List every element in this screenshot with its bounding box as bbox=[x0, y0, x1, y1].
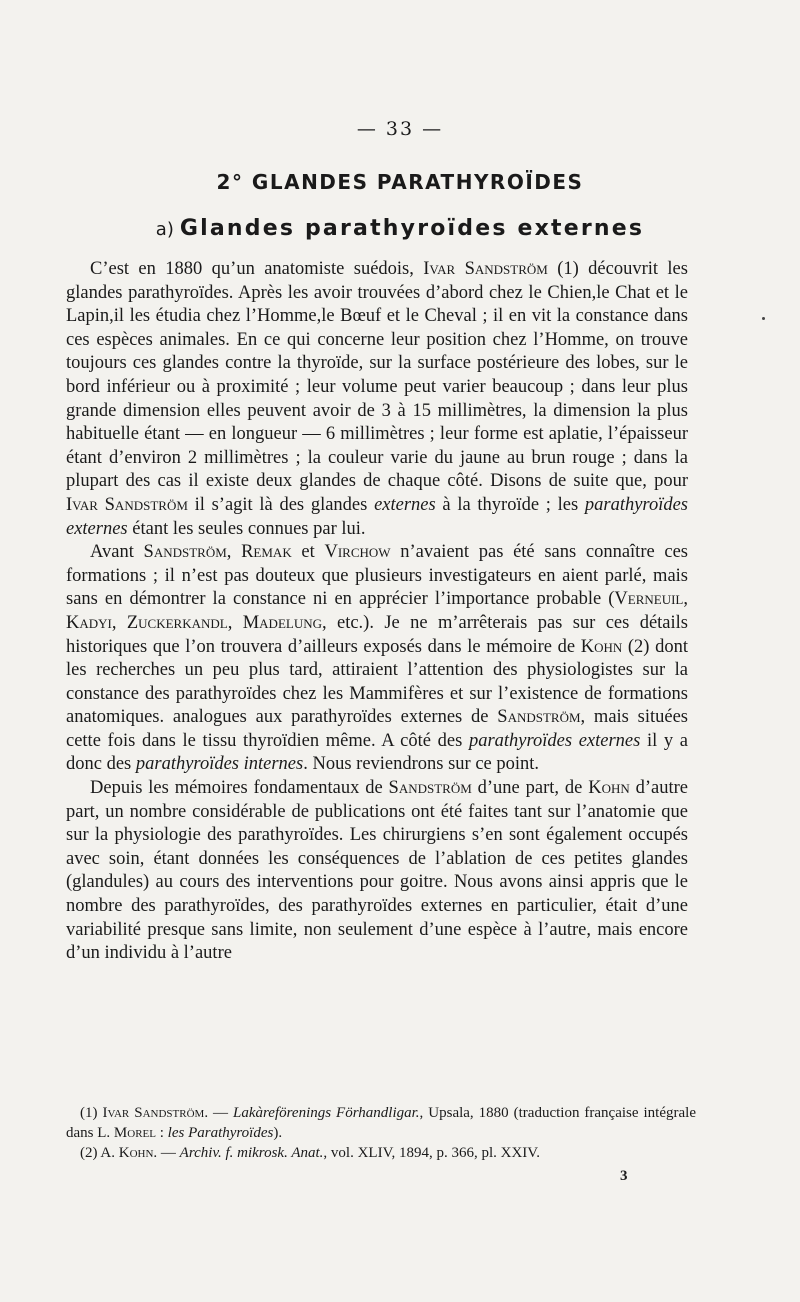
paragraph: C’est en 1880 qu’un anatomiste suédois, Ivar Sandström (1) découvrit les glandes parathyroïdes. Après les avoir trouvées d’abord chez le Chien,le Chat et le Lapin,il les étudia chez l’Homme,le Bœuf et le Cheval ; il en vit la constance dans ces espèces animales. En ce qui concerne leur position chez l’Homme, on trouve toujours ces glandes contre la thyroïde, sur la surface postérieure des lobes, sur le bord inférieur ou à proximité ; leur volume peut varier beaucoup ; dans leur plus grande dimension elles peuvent avoir de 3 à 15 millimètres, la dimension la plus habituelle étant — en longueur — 6 millimètres ; leur forme est aplatie, l’épaisseur étant d’environ 2 millimètres ; la couleur varie du jaune au brun rouge ; dans la plupart des cas il existe deux glandes de chaque côté. Disons de suite que, pour Ivar Sandström il s’agit là des glandes externes à la thyroïde ; les parathyroïdes externes étant les seules connues par lui. bbox=[66, 259, 688, 539]
section-title: 2° GLANDES PARATHYROÏDES bbox=[216, 170, 584, 194]
footnote: (2) A. Kohn. — Archiv. f. mikrosk. Anat., vol. XLIV, 1894, p. 366, pl. XXIV. bbox=[80, 1145, 540, 1161]
page-number: — 33 — bbox=[356, 118, 444, 140]
subsection-heading: Glandes parathyroïdes externes bbox=[179, 216, 645, 241]
footnotes bbox=[66, 1103, 696, 1163]
subsection-title bbox=[0, 216, 800, 241]
paragraph: Depuis les mémoires fondamentaux de Sandström d’une part, de Kohn d’autre part, un nombre considérable de publications ont été faites tant sur l’anatomie que sur la physiologie des parathyroïdes. Les chirurgiens s’en sont également occupés avec soin, étant données les conséquences de l’ablation de ces petites glandes (glandules) au cours des interventions pour goitre. Nous avons ainsi appris que le nombre des parathyroïdes, des parathyroïdes externes en particulier, était d’une variabilité presque sans limite, non seulement d’une espèce à l’autre, mais encore d’un individu à l’autre bbox=[66, 778, 688, 964]
subsection-label: a) bbox=[155, 219, 174, 240]
signature-mark: 3 bbox=[620, 1168, 628, 1184]
body-text bbox=[66, 258, 688, 966]
print-speck bbox=[762, 317, 765, 320]
paragraph: Avant Sandström, Remak et Virchow n’avaient pas été sans connaître ces formations ; il n’est pas douteux que plusieurs investigateurs en aient parlé, mais sans en démontrer la constance ni en apprécier l’importance probable (Verneuil, Kadyi, Zuckerkandl, Madelung, etc.). Je ne m’arrêterais pas sur ces détails historiques que l’on trouvera d’ailleurs exposés dans le mémoire de Kohn (2) dont les recherches un peu plus tard, attiraient l’attention des physiologistes sur la constance des parathyroïdes chez les Mammifères et sur l’existence de formations anatomiques. analogues aux parathyroïdes externes de Sandström, mais situées cette fois dans le tissu thyroïdien même. A côté des parathyroïdes externes il y a donc des parathyroïdes internes. Nous reviendrons sur ce point. bbox=[66, 542, 689, 775]
footnote: (1) Ivar Sandström. — Lakàreförenings Förhandligar., Upsala, 1880 (traduction française intégrale dans L. Morel : les Parathyroïdes). bbox=[66, 1105, 696, 1141]
